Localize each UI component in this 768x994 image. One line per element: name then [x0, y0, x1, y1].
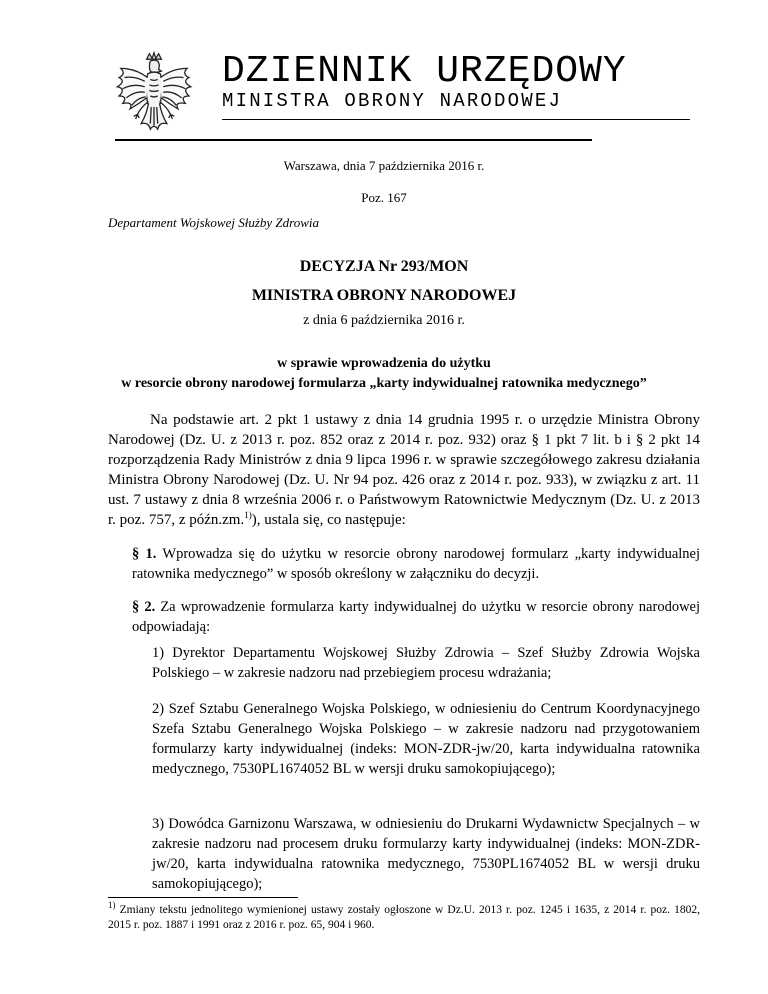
polish-eagle-icon — [108, 50, 200, 142]
list-item: 3) Dowódca Garnizonu Warszawa, w odniesieniu do Drukarni Wydawnictw Specjalnych – w zakresie nadzoru nad procesem druku formularzy karty indywidualnej (indeks: MON-ZDR- jw/20, karta indywidualna ratownika medycznego, 7530PL1674052 BL w wersji druku samokopiującego); — [152, 816, 700, 892]
list-item: 2) Szef Sztabu Generalnego Wojska Polskiego, w odniesieniu do Centrum Koordynacyjnego Szefa Sztabu Generalnego Wojska Polskiego – w zakresie nadzoru nad przygotowaniem formularzy karty indywidualnej (indeks: MON-ZDR-jw/20, karta indywidualna ratownika medycznego, 7530PL1674052 BL w wersji druku samokopiującego); — [152, 701, 700, 777]
list-item: 1) Dyrektor Departamentu Wojskowej Służby Zdrowia – Szef Służby Zdrowia Wojska Polskiego – w zakresie nadzoru nad przebiegiem procesu wdrażania; — [152, 645, 700, 681]
legal-basis-text: Na podstawie art. 2 pkt 1 ustawy z dnia 14 grudnia 1995 r. o urzędzie Ministra Obrony Narodowej (Dz. U. z 2013 r. poz. 852 oraz z 2014 r. poz. 932) oraz § 1 pkt 7 lit. b i § 2 pkt 14 rozporządzenia Rady Ministrów z dnia 9 lipca 1996 r. w sprawie szczegółowego zakresu działania Ministra Obrony Narodowej (Dz. U. Nr 94 poz. 426 oraz z 2014 r. poz. 933), w związku z art. 11 ust. 7 ustawy z dnia 8 września 2006 r. o Państwowym Ratownictwie Medycznym (Dz. U. z 2013 r. poz. 757, z późn.zm. — [108, 412, 700, 528]
section-2-mark: § 2. — [132, 599, 156, 615]
legal-basis-ending: ), ustala się, co następuje: — [251, 512, 406, 528]
journal-title: DZIENNIK URZĘDOWY — [222, 50, 627, 93]
decision-subject-line1: w sprawie wprowadzenia do użytku — [277, 356, 491, 371]
footnote-reference[interactable]: 1) — [244, 510, 252, 520]
legal-basis-paragraph — [108, 410, 700, 530]
decision-issuer: MINISTRA OBRONY NARODOWEJ — [251, 287, 517, 304]
position-number: Poz. 167 — [361, 190, 407, 205]
journal-subtitle: MINISTRA OBRONY NARODOWEJ — [222, 90, 563, 112]
section-1-text: Wprowadza się do użytku w resorcie obrony narodowej formularz „karty indywidualnej ratownika medycznego” w sposób określony w załączniku do decyzji. — [132, 546, 701, 582]
section-1-mark: § 1. — [132, 546, 157, 562]
decision-number: DECYZJA Nr 293/MON — [299, 258, 469, 275]
section-2 — [132, 597, 700, 637]
department-name: Departament Wojskowej Służby Zdrowia — [108, 215, 320, 230]
footnote-divider — [108, 897, 298, 898]
decision-date: z dnia 6 października 2016 r. — [303, 313, 465, 328]
footnote-text: Zmiany tekstu jednolitego wymienionej ustawy zostały ogłoszone w Dz.U. 2013 r. poz. 1245 i 1635, z 2014 r. poz. 1802, 2015 r. poz. 1887 i 1991 oraz z 2016 r. poz. 65, 904 i 960. — [108, 904, 700, 931]
decision-subject-line2: w resorcie obrony narodowej formularza „karty indywidualnej ratownika medycznego” — [121, 376, 647, 391]
footnote — [108, 900, 700, 933]
place-date: Warszawa, dnia 7 października 2016 r. — [283, 158, 485, 173]
footnote-mark: 1) — [108, 900, 116, 911]
header-rule-thin — [222, 119, 690, 120]
section-1 — [132, 544, 700, 584]
section-2-text: Za wprowadzenie formularza karty indywidualnej do użytku w resorcie obrony narodowej odpowiadają: — [132, 599, 700, 635]
header-rule-thick — [115, 139, 592, 141]
